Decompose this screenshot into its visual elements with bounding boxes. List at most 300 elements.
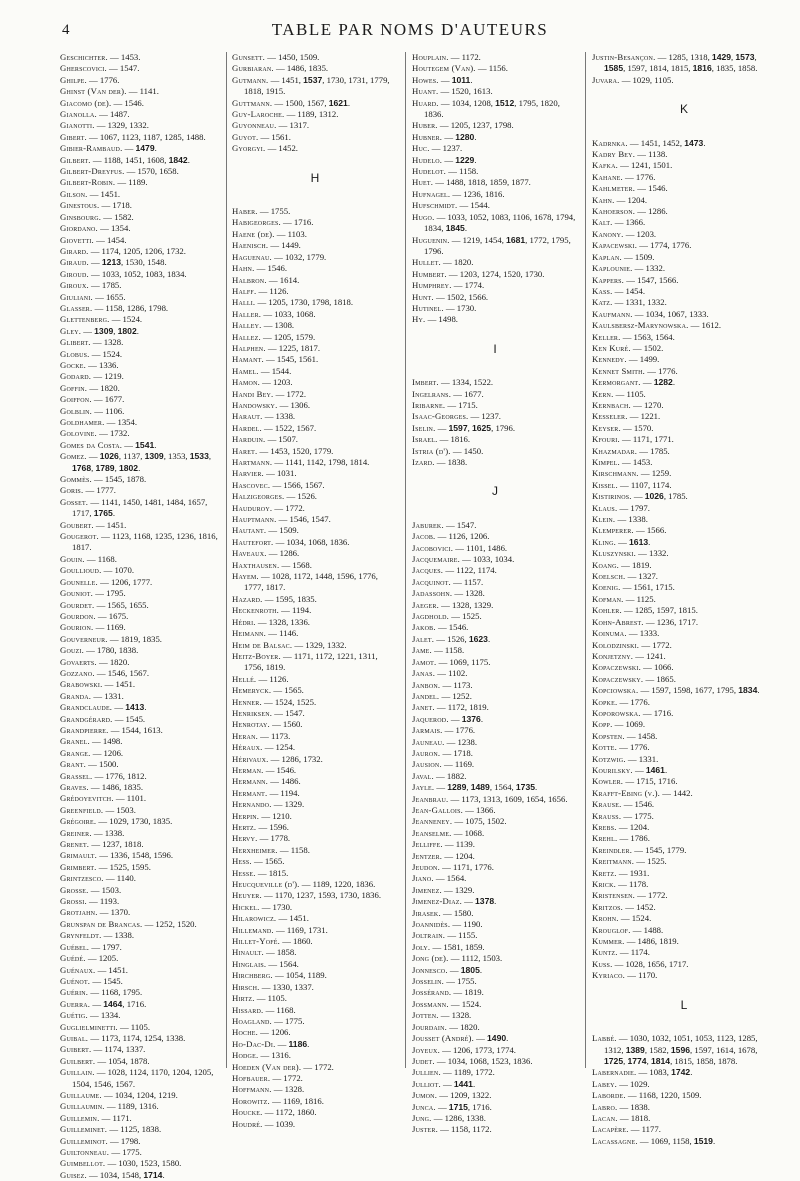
page-ref: 1337 <box>125 1044 144 1055</box>
page-ref: 1545 <box>125 713 143 724</box>
page-ref: 1029 <box>630 1078 648 1089</box>
index-entry: Kennet Smith. — 1776. <box>592 365 678 376</box>
page-ref: 1458 <box>637 730 656 741</box>
page-ref: 1520 <box>451 86 469 97</box>
page-ref: 1220 <box>660 1090 678 1101</box>
page-ref: 1838 <box>447 457 466 467</box>
index-entry: Kreindler. — 1545, 1779. <box>592 844 687 855</box>
page-ref: 1730 <box>456 302 475 313</box>
page-ref: 1158 <box>459 166 477 177</box>
page-ref: 1332 <box>645 263 663 274</box>
author-name: Gougerot. <box>60 531 99 542</box>
page-ref: 1546 <box>648 183 666 194</box>
page-ref: 1742 <box>671 1067 691 1078</box>
author-name: Haret. <box>232 445 258 456</box>
page-ref: 1068 <box>308 536 326 547</box>
author-name: Josselin. <box>412 976 445 987</box>
author-name: Kahane. <box>592 171 623 182</box>
index-entry: Giraud. — 1213, 1530, 1548. <box>60 257 167 268</box>
index-entry: Jadassohn. — 1328. <box>412 588 485 599</box>
author-name: Kapacewski. <box>592 240 638 251</box>
page-ref: 1546 <box>634 799 652 810</box>
page-ref: 1451 <box>125 154 143 165</box>
index-entry: Gozzano. — 1546, 1567. <box>60 667 150 678</box>
page-ref: 1190 <box>463 919 481 930</box>
author-name: Kirschmann. <box>592 468 639 479</box>
index-entry: Kirschmann. — 1259. <box>592 468 672 479</box>
author-name: Kritzos. <box>592 901 624 912</box>
author-name: Keyser. <box>592 422 621 433</box>
index-entry: Gounelle. — 1206, 1777. <box>60 576 153 587</box>
author-name: Girard. <box>60 245 89 256</box>
page-ref: 1614 <box>716 1044 734 1055</box>
author-name: Ghilpe. <box>60 74 87 85</box>
author-name: Junca. <box>412 1101 436 1112</box>
page-ref: 1797 <box>630 502 648 513</box>
page-ref: 1774 <box>496 1044 514 1055</box>
author-name: Kreindler. <box>592 844 633 855</box>
author-name: Grotjahn. <box>60 907 98 918</box>
index-entry: Guétig. — 1334. <box>60 1010 121 1021</box>
page-ref: 1779 <box>306 251 325 262</box>
author-name: Lacapère. <box>592 1124 629 1135</box>
page-ref: 1524 <box>102 348 120 359</box>
author-name: Hartmann. <box>232 457 273 467</box>
index-entry: Heucqueville (d'). — 1189, 1220, 1836. <box>232 879 376 890</box>
page-ref: 1859 <box>489 177 507 188</box>
index-entry: Kopciowska. — 1597, 1598, 1677, 1795, 1834. <box>592 685 760 696</box>
page-ref: 1819 <box>469 702 487 713</box>
author-name: Glibert. <box>60 337 91 348</box>
author-name: Huc. <box>412 143 430 154</box>
page-ref: 1331 <box>638 753 657 764</box>
author-name: Gocke. <box>60 359 86 370</box>
index-entry: Joannidès. — 1190. <box>412 919 483 930</box>
page-ref: 1170 <box>150 1067 168 1078</box>
page-ref: 1178 <box>629 879 647 890</box>
index-entry: Huant. — 1520, 1613. <box>412 86 493 97</box>
index-entry: Haret. — 1453, 1520, 1779. <box>232 445 334 456</box>
page-ref: 1451 <box>108 964 126 975</box>
page-ref: 1338 <box>275 411 293 422</box>
author-name: Habigeorges. <box>232 217 281 228</box>
index-entry: Hayem. — 1028, 1172, 1448, 1596, 1776, 1777, 1817. <box>232 571 378 593</box>
author-name: Greiner. <box>60 827 92 838</box>
page-ref: 1286 <box>281 753 299 764</box>
page-ref: 1172 <box>447 702 465 713</box>
author-name: Kopaczewsky. <box>592 673 644 684</box>
index-entry: Gilson. — 1451. <box>60 188 121 199</box>
page-ref: 1140 <box>116 873 134 884</box>
page-ref: 1817 <box>300 342 318 353</box>
index-entry: Grabowski. — 1451. <box>60 679 136 690</box>
page-ref: 1681 <box>506 234 526 245</box>
page-ref: 1332 <box>327 639 345 650</box>
page-ref: 1820 <box>540 97 558 108</box>
author-name: Jame. <box>412 645 432 656</box>
page-ref: 1306 <box>290 399 308 410</box>
page-ref: 1312 <box>604 1044 622 1055</box>
author-name: Goris. <box>60 485 84 496</box>
index-entry: Kalt. — 1366. <box>592 217 646 228</box>
author-name: Goffin. <box>60 382 88 393</box>
page-ref: 1732 <box>166 245 184 256</box>
page-ref: 1039 <box>275 1118 293 1129</box>
index-entry: Guyot. — 1561. <box>232 131 291 142</box>
index-entry: Gouzi. — 1780, 1838. <box>60 645 139 656</box>
page-ref: 1775 <box>122 1147 140 1157</box>
author-name: Kalt. <box>592 217 613 228</box>
index-entry: Gutmann. — 1451, 1537, 1730, 1731, 1779, 1818, 1915. <box>232 74 390 97</box>
index-entry: Hutinel. — 1730. <box>412 302 477 313</box>
page-ref: 1547 <box>311 514 329 525</box>
index-entry: Giacomo (de). — 1546. <box>60 97 144 108</box>
index-entry: Kesseler. — 1221. <box>592 411 661 422</box>
page-ref: 1502 <box>486 816 505 827</box>
page-ref: 1878 <box>129 1055 148 1066</box>
author-name: Kummer. <box>592 936 625 947</box>
author-name: Jacques. <box>412 565 444 576</box>
page-ref: 1333 <box>639 628 658 639</box>
author-name: Haguenau. <box>232 251 272 262</box>
page-ref: 1289 <box>447 782 467 793</box>
index-entry: Haene (de). — 1103. <box>232 228 307 239</box>
index-entry: Keller. — 1563, 1564. <box>592 331 675 342</box>
index-entry: Klein. — 1338. <box>592 514 648 525</box>
author-name: Juvara. <box>592 74 620 85</box>
page-ref: 1442 <box>673 787 691 798</box>
column-divider <box>226 52 227 1068</box>
page-ref: 1327 <box>638 571 656 582</box>
page-ref: 1083 <box>490 211 509 222</box>
author-name: Labbé. <box>592 1033 617 1044</box>
author-name: Gouniot. <box>60 588 94 599</box>
author-name: Giroud. <box>60 268 89 279</box>
page-ref: 1034 <box>114 1089 133 1100</box>
page-ref: 1322 <box>471 1090 490 1101</box>
page-ref: 1797 <box>102 941 120 952</box>
author-name: Jauneau. <box>412 736 445 747</box>
page-ref: 1772 <box>283 1072 301 1083</box>
page-ref: 1449 <box>281 240 299 251</box>
index-entry: Halzigeorges. — 1526. <box>232 491 317 502</box>
author-name: Kofman. <box>592 593 624 604</box>
author-name: Jamot. <box>412 656 437 667</box>
author-name: Jandel. <box>412 690 440 701</box>
page-ref: 1252 <box>155 918 173 929</box>
author-name: Jonnesco. <box>412 964 448 975</box>
page-ref: 1802 <box>118 462 139 473</box>
author-name: Hickel. <box>232 901 260 912</box>
index-entry: Grintzesco. — 1140. <box>60 873 136 884</box>
page-ref: 1174 <box>477 565 495 576</box>
author-name: Konjetzny. <box>592 650 634 661</box>
index-entry: Kowler. — 1715, 1716. <box>592 776 678 787</box>
page-ref: 1858 <box>276 947 295 958</box>
index-entry: Labernadie. — 1083, 1742. <box>592 1067 693 1078</box>
page-ref: 1776 <box>358 571 376 582</box>
page-ref: 1582 <box>114 211 132 222</box>
author-name: Hamant. <box>232 354 264 365</box>
index-entry: Giroud. — 1033, 1052, 1083, 1834. <box>60 268 187 279</box>
index-entry: Giroux. — 1785. <box>60 280 122 291</box>
index-entry: Hilarowicz. — 1451. <box>232 913 309 924</box>
author-name: Hascovec. <box>232 479 271 490</box>
index-entry: Guy-Laroche. — 1189, 1312. <box>232 109 339 120</box>
index-entry: Gomes da Costa. — 1541. <box>60 439 157 450</box>
author-name: Gilbert-Robin. <box>60 177 116 188</box>
page-ref: 1730 <box>290 297 308 308</box>
author-name: Joltrain. <box>412 930 446 941</box>
author-name: Hufnagel. <box>412 188 451 199</box>
page-ref: 1860 <box>296 1107 315 1118</box>
page-ref: 1677 <box>464 388 482 399</box>
page-ref: 1187 <box>142 131 161 142</box>
index-entry: Jaquerod. — 1376. <box>412 713 484 724</box>
page-ref: 1068 <box>469 1055 487 1066</box>
index-entry: Hardel. — 1522, 1567. <box>232 422 317 433</box>
author-name: Kotzwig. <box>592 753 626 764</box>
page-ref: 1451 <box>100 188 118 199</box>
page-ref: 1546 <box>276 764 294 775</box>
page-ref: 1780 <box>97 645 115 656</box>
page-ref: 1237 <box>442 143 460 154</box>
page-ref: 1170 <box>274 890 292 901</box>
page-ref: 1370 <box>110 907 128 918</box>
index-entry: Josselin. — 1755. <box>412 976 477 987</box>
index-entry: Hautant. — 1509. <box>232 525 299 536</box>
page-ref: 1028 <box>107 1067 125 1078</box>
index-entry: Haguenau. — 1032, 1779. <box>232 251 327 262</box>
page-ref: 1565 <box>264 856 283 867</box>
page-ref: 1795 <box>122 987 140 998</box>
index-entry: Halley. — 1308. <box>232 320 295 331</box>
index-entry: Jiano. — 1564. <box>412 873 467 884</box>
author-name: Hinault. <box>232 947 264 958</box>
index-entry: Jousset (André). — 1490. <box>412 1033 509 1044</box>
index-entry: Goubert. — 1451. <box>60 519 127 530</box>
page-ref: 1454 <box>625 285 643 296</box>
author-name: Imbert. <box>412 377 439 388</box>
page-ref: 1259 <box>651 468 670 479</box>
index-entry: Hauduroy. — 1772. <box>232 502 305 513</box>
index-entry: Jagdhold. — 1525. <box>412 611 482 622</box>
author-name: Kissel. <box>592 479 618 490</box>
index-entry: Krause. — 1546. <box>592 799 655 810</box>
index-entry: Goldhamer. — 1354. <box>60 417 138 427</box>
page-ref: 1546 <box>448 622 467 633</box>
index-entry: Hoagland. — 1775. <box>232 1015 305 1026</box>
author-name: Guillaume. <box>60 1089 102 1100</box>
index-entry: Ingelrans. — 1677. <box>412 388 484 399</box>
author-name: Giacomo (de). <box>60 97 112 108</box>
index-entry: Kopaczewsky. — 1865. <box>592 673 676 684</box>
index-entry: Jossérand. — 1819. <box>412 987 484 998</box>
author-name: Govaerts. <box>60 656 97 667</box>
page-ref: 1774 <box>627 1055 647 1066</box>
page-ref: 1126 <box>269 673 287 684</box>
author-name: Kopciowska. <box>592 685 639 696</box>
page-ref: 1174 <box>122 1032 140 1043</box>
page-ref: 1171 <box>452 862 471 872</box>
page-ref: 1834 <box>167 268 185 279</box>
index-entry: Gourdet. — 1565, 1655. <box>60 599 149 610</box>
index-entry: Joltrain. — 1155. <box>412 930 478 941</box>
author-name: Héraux. <box>232 742 263 753</box>
author-name: Kreitmann. <box>592 856 635 867</box>
index-entry: Jirasek. — 1580. <box>412 907 474 918</box>
author-name: Janbon. <box>412 679 441 690</box>
index-column-2 <box>232 52 398 1129</box>
page-ref: 1105 <box>626 388 644 399</box>
page-ref: 1270 <box>643 399 662 410</box>
page-ref: 1836 <box>361 890 379 901</box>
index-entry: Heran. — 1173. <box>232 730 291 741</box>
page-ref: 1034 <box>645 308 663 319</box>
index-entry: Godard. — 1219. <box>60 371 124 382</box>
author-name: Gomez. <box>60 451 87 462</box>
page-ref: 1794 <box>555 211 574 222</box>
index-entry: Herman. — 1546. <box>232 764 297 775</box>
page-ref: 1731 <box>308 924 326 935</box>
index-entry: Hissard. — 1168. <box>232 1004 296 1015</box>
index-entry: Kappers. — 1547, 1566. <box>592 274 679 285</box>
author-name: Jausion. <box>412 759 442 770</box>
index-entry: Henner. — 1524, 1525. <box>232 696 317 707</box>
author-name: Gouin. <box>60 553 85 564</box>
index-entry: Guérin. — 1168, 1795. <box>60 987 143 998</box>
page-ref: 1595 <box>131 861 149 872</box>
author-name: Grandpierre. <box>60 724 109 735</box>
page-ref: 1032 <box>284 251 303 262</box>
page-ref: 1774 <box>464 280 482 291</box>
page-ref: 1204 <box>455 850 473 861</box>
index-entry: Isaac-Georges. — 1237. <box>412 411 501 422</box>
author-name: Halbron. <box>232 274 267 285</box>
page-ref: 1545 <box>645 844 663 855</box>
page-ref: 1777 <box>244 582 262 593</box>
page-ref: 1205 <box>273 331 292 342</box>
author-name: Haene (de). <box>232 228 275 239</box>
author-name: Gibert. <box>60 131 87 142</box>
page-ref: 1332 <box>649 548 667 559</box>
page-ref: 1413 <box>125 702 145 713</box>
author-name: Guyonneau. <box>232 120 277 131</box>
page-ref: 1204 <box>136 1089 154 1100</box>
page-ref: 1525 <box>109 861 127 872</box>
page-ref: 1612 <box>701 320 719 331</box>
index-entry: Hautefort. — 1034, 1068, 1836. <box>232 536 350 547</box>
index-entry: Ginestous. — 1718. <box>60 200 132 211</box>
page-ref: 1564 <box>279 958 297 969</box>
page-ref: 1213 <box>101 257 122 268</box>
author-name: Heitz-Boyer. <box>232 650 281 661</box>
index-entry: Hermant. — 1194. <box>232 787 300 798</box>
page-ref: 1237 <box>296 890 314 901</box>
page-ref: 1819 <box>632 559 650 570</box>
page-ref: 1838 <box>118 645 137 656</box>
index-entry: Heuyer. — 1170, 1237, 1593, 1730, 1836. <box>232 890 381 901</box>
author-name: Houdré. <box>232 1118 263 1129</box>
page-ref: 1034 <box>451 97 470 108</box>
page-ref: 1819 <box>659 936 677 947</box>
author-name: Katz. <box>592 297 613 308</box>
index-entry: Huber. — 1205, 1237, 1798. <box>412 120 514 131</box>
index-entry: Jeanselme. — 1068. <box>412 827 485 838</box>
page-ref: 1158 <box>451 1124 469 1135</box>
page-ref: 1236 <box>463 188 481 199</box>
author-name: Halli. <box>232 297 256 308</box>
index-entry: Gibier-Rambaud. — 1479. <box>60 143 157 154</box>
page-ref: 1338 <box>628 514 646 525</box>
page-ref: 1655 <box>129 599 147 610</box>
page-ref: 1203 <box>459 268 478 279</box>
author-name: Giovetti. <box>60 234 94 245</box>
author-name: Granda. <box>60 690 92 701</box>
page-ref: 1520 <box>177 918 195 929</box>
author-name: Jacquinot. <box>412 576 451 587</box>
page-ref: 1795 <box>551 234 569 245</box>
author-name: Hautant. <box>232 525 267 536</box>
page-ref: 1836 <box>512 1055 531 1066</box>
index-entry: Jimenez-Diaz. — 1378. <box>412 896 497 907</box>
page-ref: 1519 <box>693 1135 713 1146</box>
index-entry: Golblin. — 1106. <box>60 405 125 416</box>
author-name: Kaufmann. <box>592 308 633 319</box>
author-name: Gurbiaran. <box>232 63 274 74</box>
index-entry: Kermorgant. — 1282. <box>592 377 675 388</box>
page-ref: 1123 <box>716 1033 734 1044</box>
column-divider <box>585 52 586 1068</box>
index-entry: Gianotti. — 1329, 1332. <box>60 120 149 131</box>
page-ref: 1174 <box>630 947 648 958</box>
page-ref: 1545 <box>276 354 295 365</box>
index-entry: Huet. — 1488, 1818, 1859, 1877. <box>412 177 531 188</box>
page-ref: 1596 <box>336 571 355 582</box>
page-ref: 1835 <box>123 782 141 792</box>
page-ref: 1486 <box>286 63 305 74</box>
author-name: Guénaux. <box>60 964 96 975</box>
page-ref: 1112 <box>461 953 479 964</box>
page-ref: 1488 <box>186 131 204 142</box>
author-name: Guerra. <box>60 998 91 1009</box>
page-ref: 1193 <box>99 896 117 907</box>
page-ref: 1389 <box>625 1044 645 1055</box>
page-ref: 1798 <box>148 302 166 313</box>
author-name: Guy-Laroche. <box>232 109 285 120</box>
index-entry: Heckenroth. — 1194. <box>232 605 312 616</box>
index-entry: Halphen. — 1225, 1817. <box>232 342 321 353</box>
index-entry: Krauss. — 1775. <box>592 810 654 821</box>
page-ref: 1481 <box>144 496 162 507</box>
author-name: Jeanneney. <box>412 816 453 827</box>
author-name: Jarmais. <box>412 725 443 736</box>
page-ref: 1565 <box>107 599 125 610</box>
author-name: Greenfield. <box>60 804 104 815</box>
author-name: Humphrey. <box>412 280 452 291</box>
index-entry: Kreitmann. — 1525. <box>592 856 667 867</box>
page-ref: 1194 <box>292 605 310 616</box>
index-entry: Haraut. — 1338. <box>232 411 296 422</box>
author-name: Jaeger. <box>412 599 439 610</box>
index-entry: Imbert. — 1334, 1522. <box>412 377 494 388</box>
page-ref: 1818 <box>244 86 262 97</box>
index-entry: Guillemin. — 1171. <box>60 1112 132 1123</box>
index-entry: Harduin. — 1507. <box>232 434 298 445</box>
index-entry: Henriksen. — 1547. <box>232 707 305 718</box>
index-column-4 <box>592 52 776 1146</box>
page-ref: 1658 <box>159 166 177 177</box>
